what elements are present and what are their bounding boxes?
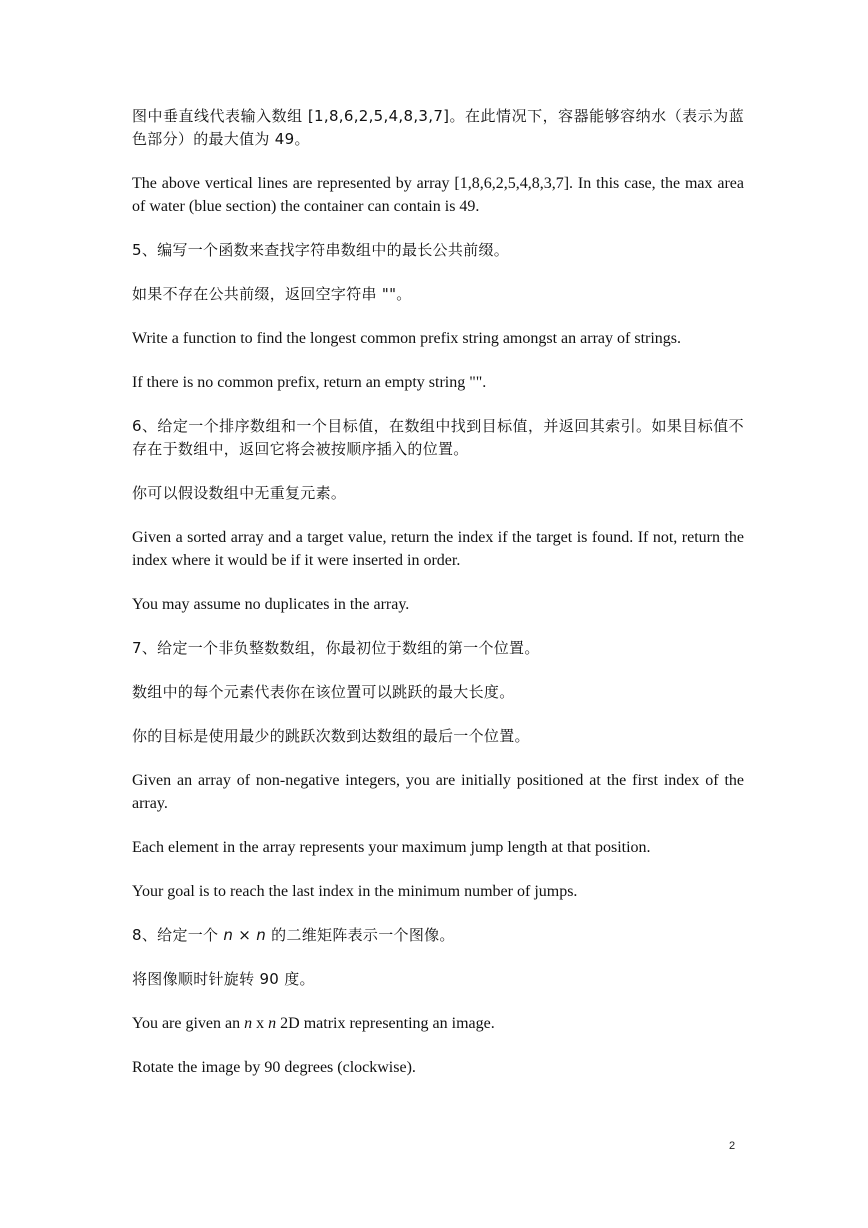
paragraph-container-problem-en: The above vertical lines are represented by array [1,8,6,2,5,4,8,3,7]. In this case, the max area of water (blue section) the container can contain is 49. [132, 175, 744, 215]
paragraph-q5-title-zh: 5、编写一个函数来查找字符串数组中的最长公共前缀。 [132, 241, 510, 259]
paragraph-container-problem-zh: 图中垂直线代表输入数组 [1,8,6,2,5,4,8,3,7]。在此情况下，容器能够容纳水（表示为蓝色部分）的最大值为 49。 [132, 107, 744, 148]
paragraph-q5-note-zh: 如果不存在公共前缀，返回空字符串 ""。 [132, 285, 412, 303]
text-segment: 8、给定一个 [132, 926, 224, 944]
variable-n: n [244, 1015, 253, 1032]
page-content [132, 105, 744, 1079]
paragraph-q6-title-zh: 6、给定一个排序数组和一个目标值，在数组中找到目标值，并返回其索引。如果目标值不存在于数组中，返回它将会被按顺序插入的位置。 [132, 417, 744, 458]
text-segment: x [252, 1015, 269, 1032]
paragraph-q5-title-en: Write a function to find the longest common prefix string amongst an array of strings. [132, 330, 682, 347]
paragraph-q6-title-en: Given a sorted array and a target value, return the index if the target is found. If not, return the index where it would be if it were inserted in order. [132, 529, 744, 569]
paragraph-q8-rotate-zh: 将图像顺时针旋转 90 度。 [132, 970, 315, 988]
paragraph-q6-note-zh: 你可以假设数组中无重复元素。 [132, 484, 347, 502]
paragraph-q7-title-en: Given an array of non-negative integers, you are initially positioned at the first index of the array. [132, 772, 744, 812]
paragraph-q7-goal-en: Your goal is to reach the last index in the minimum number of jumps. [132, 883, 578, 900]
paragraph-q7-element-zh: 数组中的每个元素代表你在该位置可以跳跃的最大长度。 [132, 683, 515, 701]
text-segment: You are given an [132, 1015, 245, 1032]
text-segment: × [233, 926, 257, 944]
variable-n: n [268, 1015, 277, 1032]
paragraph-q6-note-en: You may assume no duplicates in the array. [132, 596, 410, 613]
paragraph-q8-title-en [132, 1012, 744, 1035]
page-number: 2 [729, 1140, 736, 1152]
variable-n: n [223, 926, 234, 944]
paragraph-q5-note-en: If there is no common prefix, return an empty string "". [132, 374, 487, 391]
paragraph-q7-element-en: Each element in the array represents your maximum jump length at that position. [132, 839, 651, 856]
text-segment: 2D matrix representing an image. [276, 1015, 495, 1032]
paragraph-q8-rotate-en: Rotate the image by 90 degrees (clockwise). [132, 1059, 416, 1076]
text-segment: 的二维矩阵表示一个图像。 [266, 926, 455, 944]
variable-n: n [256, 926, 267, 944]
paragraph-q7-title-zh: 7、给定一个非负整数数组，你最初位于数组的第一个位置。 [132, 639, 540, 657]
paragraph-q7-goal-zh: 你的目标是使用最少的跳跃次数到达数组的最后一个位置。 [132, 727, 530, 745]
paragraph-q8-title-zh [132, 924, 744, 947]
